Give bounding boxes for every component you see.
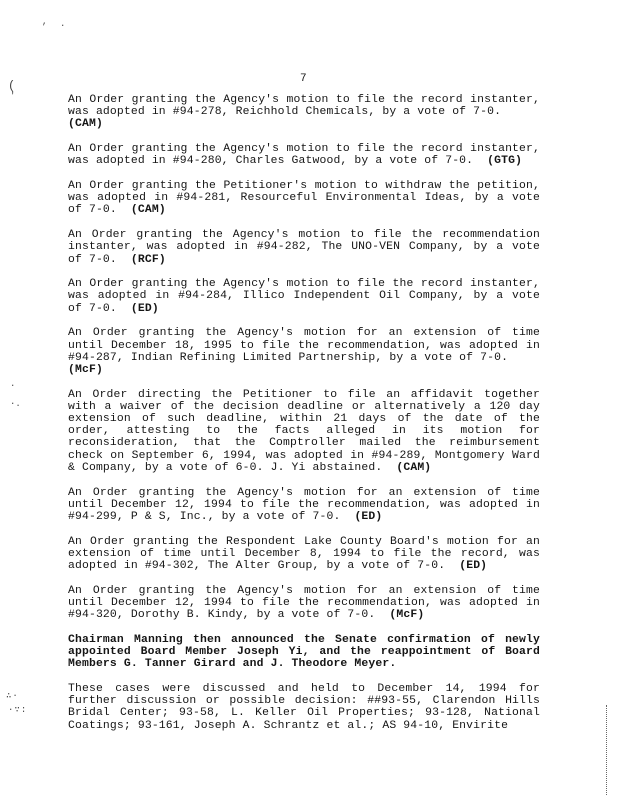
order-text: An Order directing the Petitioner to file an affidavit together with a waiver of the decision deadline or alternatively a 120 day extension of such deadline, within 21 days of the date of the order, attesting to the facts alleged in its motion for reconsideration, that the Comptroller mailed the reimbursement check on September 6, 1994, was adopted in #94-289, Montgomery Ward & Company, by a vote of 6-0. J. Yi abstained. <box>68 388 540 474</box>
scan-speck: ' <box>10 91 16 101</box>
staff-initials: (GTG) <box>487 155 523 168</box>
scan-speck: · <box>60 21 66 31</box>
staff-initials: (ED) <box>130 302 159 315</box>
order-text: An Order granting the Agency's motion for an extension of time until December 12, 1994 to file the recommendation, was adopted in #94-320, Dorothy B. Kindy, by a vote of 7-0. <box>68 584 540 622</box>
order-paragraph-280 <box>68 143 540 167</box>
scan-speck: ·∵: <box>8 705 28 715</box>
confirmation-announcement: Chairman Manning then announced the Senate confirmation of newly appointed Board Member Joseph Yi, and the reappointment of Board Members G. Tanner Girard and J. Theodore Meyer. <box>68 633 540 671</box>
scan-speck: , <box>42 17 48 27</box>
order-paragraph-289 <box>68 389 540 474</box>
order-text: An Order granting the Agency's motion to file the record instanter, was adopted in #94-280, Charles Gatwood, by a vote of 7-0. <box>68 143 540 168</box>
scan-speck: ∴· <box>6 691 19 701</box>
order-paragraph-299 <box>68 487 540 524</box>
scan-speck: · <box>10 381 16 391</box>
staff-initials: (RCF) <box>130 253 166 266</box>
order-text: An Order granting the Agency's motion for an extension of time until December 18, 1995 to file the recommendation, was adopted in #94-287, Indian Refining Limited Partnership, by a vote of 7-0. <box>68 327 540 364</box>
scan-speck: ( <box>8 79 16 93</box>
staff-initials: (CAM) <box>396 461 432 474</box>
staff-initials: (CAM) <box>68 118 103 131</box>
held-cases-paragraph: These cases were discussed and held to December 14, 1994 for further discussion or possible decision: ##93-55, Clarendon Hills Bridal Center; 93-58, L. Keller Oil Properties; 93-128, National Coatings; 93-161, Joseph A. Schrantz et al.; AS 94-10, Envirite <box>68 683 540 732</box>
order-text: An Order granting the Agency's motion to file the recommendation instanter, was adopted in #94-282, The UNO-VEN Company, by a vote of 7-0. <box>68 229 540 266</box>
order-text: An Order granting the Agency's motion to file the record instanter, was adopted in #94-278, Reichhold Chemicals, by a vote of 7-0. <box>68 94 540 119</box>
order-paragraph-320 <box>68 585 540 622</box>
scan-edge-line <box>606 705 608 795</box>
order-paragraph-302 <box>68 536 540 573</box>
staff-initials: (ED) <box>459 560 488 573</box>
order-paragraph-287 <box>68 327 540 376</box>
staff-initials: (ED) <box>354 510 383 523</box>
scan-speck: ·. <box>10 399 21 409</box>
order-text: An Order granting the Petitioner's motion to withdraw the petition, was adopted in #94-281, Resourceful Environmental Ideas, by a vote of 7-0. <box>68 180 540 217</box>
staff-initials: (McF) <box>68 363 103 376</box>
order-paragraph-278 <box>68 94 540 131</box>
staff-initials: (CAM) <box>130 204 166 217</box>
order-text: An Order granting the Agency's motion to file the record instanter, was adopted in #94-284, Illico Independent Oil Company, by a vote of 7-0. <box>68 278 540 315</box>
order-paragraph-282 <box>68 229 540 266</box>
page-number: 7 <box>300 73 307 85</box>
order-text: An Order granting the Agency's motion for an extension of time until December 12, 1994 to file the recommendation, was adopted in #94-299, P & S, Inc., by a vote of 7-0. <box>68 486 540 523</box>
order-text: An Order granting the Respondent Lake County Board's motion for an extension of time until December 8, 1994 to file the record, was adopted in #94-302, The Alter Group, by a vote of 7-0. <box>68 535 540 573</box>
order-paragraph-281 <box>68 180 540 217</box>
minutes-body <box>68 94 540 744</box>
order-paragraph-284 <box>68 278 540 315</box>
staff-initials: (McF) <box>389 609 425 622</box>
